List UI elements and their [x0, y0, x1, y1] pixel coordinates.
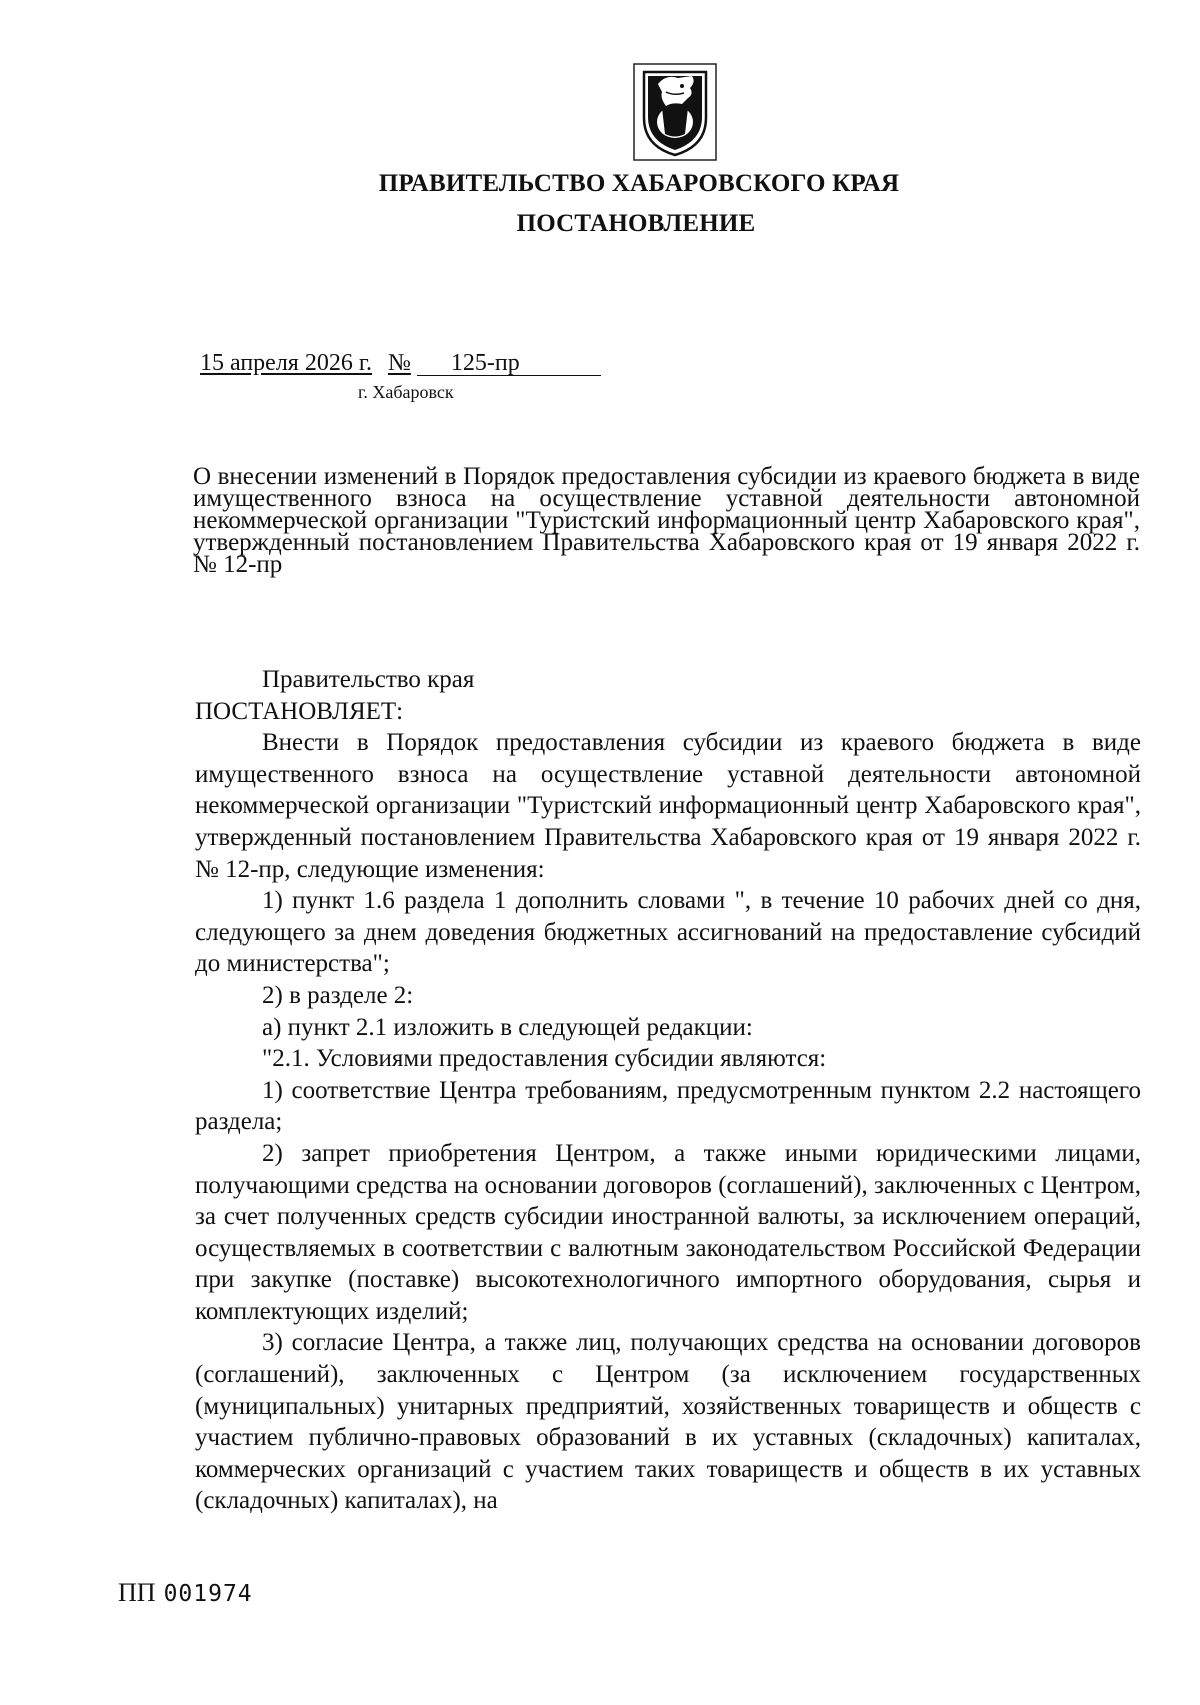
body-paragraph: а) пункт 2.1 изложить в следующей редакции: — [262, 1013, 753, 1041]
coat-of-arms-icon — [632, 62, 718, 162]
document-date: 15 апреля 2026 г. — [200, 350, 372, 376]
serial-number: 001974 — [163, 1581, 253, 1607]
date-number-row — [200, 350, 601, 377]
form-serial-number — [118, 1578, 253, 1608]
body-paragraph: Правительство края — [262, 666, 475, 693]
number-sign: № — [387, 350, 411, 376]
body-paragraph: 3) согласие Центра, а также лиц, получающих средства на основании договоров (соглашений), заключенных с Центром (за исключением государственных (муниципальных) унитарных предприятий, хозяйственных товариществ и обществ с участием публично-правовых образований в их уставных (складочных) капиталах, коммерческих организаций с участием таких товариществ и обществ в их уставных (складочных) капиталах), на — [195, 1329, 1141, 1515]
body-paragraph: 1) пункт 1.6 раздела 1 дополнить словами ", в течение 10 рабочих дней со дня, следующего за днем доведения бюджетных ассигнований на предоставление субсидий до министерства"; — [195, 887, 1141, 978]
government-title: ПРАВИТЕЛЬСТВО ХАБАРОВСКОГО КРАЯ — [378, 170, 900, 197]
body-paragraph: 1) соответствие Центра требованиям, предусмотренным пунктом 2.2 настоящего раздела; — [195, 1076, 1141, 1136]
body-paragraph: 2) в разделе 2: — [262, 981, 414, 1009]
document-type-title: ПОСТАНОВЛЕНИЕ — [516, 210, 756, 237]
document-subject: О внесении изменений в Порядок предоставления субсидии из краевого бюджета в виде имущественного взноса на осуществление уставной деятельности автономной некоммерческой организации "Туристский информационный центр Хабаровского края", утвержденный постановлением Правительства Хабаровского края от 19 января 2022 г. № 12-пр — [193, 463, 1140, 578]
body-paragraph: "2.1. Условиями предоставления субсидии являются: — [262, 1045, 827, 1073]
document-number: 125-пр — [417, 351, 601, 376]
document-body — [195, 664, 1141, 1517]
body-paragraph: ПОСТАНОВЛЯЕТ: — [195, 697, 404, 725]
document-city: г. Хабаровск — [358, 382, 454, 402]
body-paragraph: 2) запрет приобретения Центром, а также иными юридическими лицами, получающими средства на основании договоров (соглашений), заключенных с Центром, за счет полученных средств субсидии иностранной валюты, за исключением операций, осуществляемых в соответствии с валютным законодательством Российской Федерации при закупке (поставке) высокотехнологичного импортного оборудования, сырья и комплектующих изделий; — [195, 1139, 1141, 1325]
serial-prefix: ПП — [118, 1578, 156, 1607]
body-paragraph: Внести в Порядок предоставления субсидии из краевого бюджета в виде имущественного взноса на осуществление уставной деятельности автономной некоммерческой организации "Туристский информационный центр Хабаровского края", утвержденный постановлением Правительства Хабаровского края от 19 января 2022 г. № 12-пр, следующие изменения: — [195, 729, 1141, 883]
